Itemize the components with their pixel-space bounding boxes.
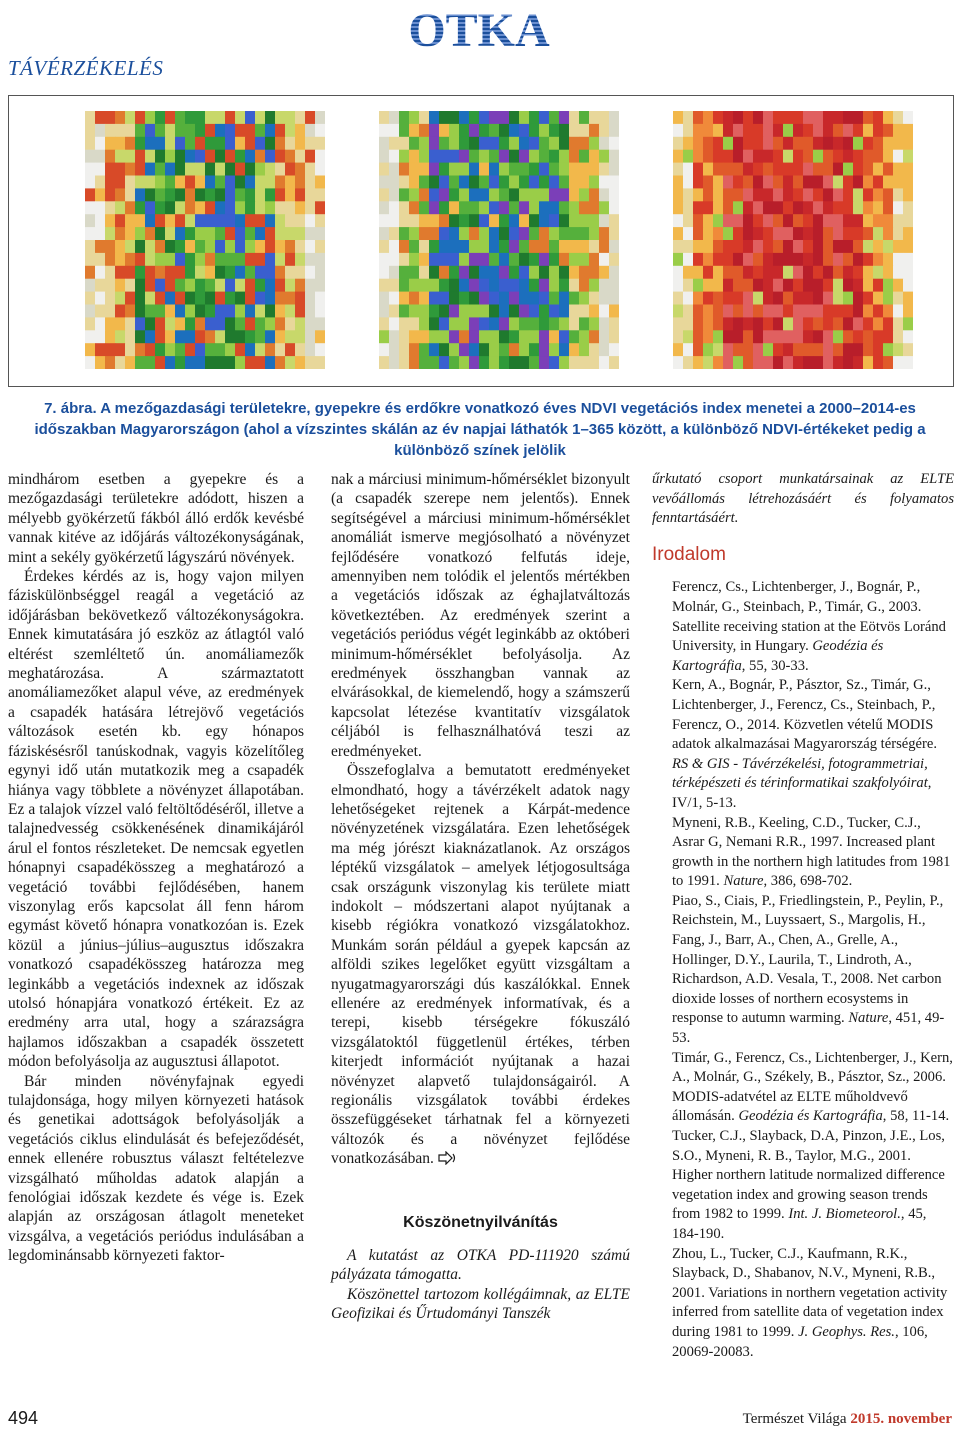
- reference-text: Myneni, R.B., Keeling, C.D., Tucker, C.J., Asrar G, Nemani R.R., 1997. Increased plant growth in the northern high latitudes from 1981 to 1991.: [672, 814, 951, 890]
- text-column-1: [8, 470, 304, 1266]
- reference-source: Nature: [723, 873, 764, 890]
- thanks-text: Köszönettel tartozom kollégáimnak, az ELTE Geofizikai és Űrtudományi Tanszék: [331, 1285, 630, 1323]
- reference-item: [652, 814, 954, 892]
- paragraph-text: Összefoglalva a bemutatott eredményeket elmondható, hogy a távérzékelt adatok nagy lehetőségeket rejtenek a Kárpát-medence növényzetének vizsgálatára. Ezen lehetőségek ma még jórészt kiaknázatlanok. Az országos léptékű vizsgálatok – amelyek létjogosultsága csak országunk viszonylag kis területe miatt indokolt – módszertani alapot nyújtanak a kisebb régiókra vonatkozó vizsgálatokhoz. Munkám során például a gyepek kapcsán az alföldi szikes legelőket együtt vizsgáltam a nyugatmagyarországi dús kaszálókkal. Ennek ellenére az eredmények informatívak, és a terepi, kisebb térségekre fókuszáló vizsgálatoktól függetlenül értékes, térben kiterjedt információt nyújtanak a hazai növényzet alapvető tulajdonságairól. A regionális vizsgálatok további érdekes összefüggéseket tárhatnak fel a környezeti változók és a növényzet fejlődése vonatkozásában.: [331, 762, 630, 1168]
- journal-name: Természet Világa: [742, 1411, 847, 1427]
- reference-volume: , IV/1, 5-13.: [672, 775, 932, 811]
- journal-footer: [743, 1411, 952, 1428]
- paragraph: nak a márciusi minimum-hőmérséklet bizonyult (a csapadék szerepe nem jelentős). Ennek segítségével a márciusi minimum-hőmérséklet anomáliát ismerve megjósolható a növényzet fejlődésére vonatkozó felfutás ideje, amennyiben nem tolódik el jelentős mértékben a vegetációs időszak az éghajlatváltozás következtében. Az eredmények szerint a vegetációs periódus végét leginkább az októberi minimum-hőmérséklet befolyásolja. Az eredmények összhangban vannak az elvárásokkal, de kiemelendő, hogy a számszerű kapcsolat létezése kvantitatív vizsgálatok céljából is felhasználhatóvá teszi az eredményeket.: [331, 471, 630, 760]
- figure-frame: [8, 95, 954, 387]
- paragraph: Bár minden növényfajnak egyedi tulajdonsága, hogy milyen környezeti hatások és genetikai adottságok befolyásolják a vegetációs ciklus elindulását és befejeződését, ennek ellenére robusztus választ feltételezve vizsgálható műholdas adatok alapján a fenológiai időszak kezdete és vége is. Ezek alapján az országosan átlagolt meneteket vizsgálva, a vegetációs periódus indulásában a legdominánsabb környezeti faktor-: [8, 1072, 304, 1265]
- text-column-2: [331, 470, 630, 1324]
- acknowledgements-text: A kutatást az OTKA PD-111920 számú pályázata támogatta.: [331, 1247, 630, 1284]
- reference-source: Nature: [848, 1010, 889, 1027]
- ndvi-panel-grassland: [379, 111, 619, 369]
- reference-text: Kern, A., Bognár, P., Pásztor, Sz., Timár, G., Lichtenberger, J., Ferencz, Cs., Steinbach, P., Ferencz, O., 2014. Közvetlen vételű MODIS adatok alkalmazásai Magyarország térségére.: [672, 677, 937, 753]
- reference-volume: , 55, 30-33.: [741, 657, 809, 674]
- reference-text: Tucker, C.J., Slayback, D.A, Pinzon, J.E., Los, S.O., Myneni, R. B., Taylor, M.G., 2001. Higher northern latitude normalized difference vegetation index and growing season trends from 1982 to 1999.: [672, 1128, 945, 1223]
- reference-text: Zhou, L., Tucker, C.J., Kaufmann, R.K., Slayback, D., Shabanov, N.V., Myneni, R.B., 2001. Variations in northern vegetation activity inferred from satellite data of vegetation index during 1981 to 1999.: [672, 1245, 948, 1340]
- ndvi-heatmap-agricultural: [85, 111, 325, 369]
- reference-item: [652, 1127, 954, 1245]
- reference-item: [652, 1049, 954, 1127]
- acknowledgements-title: Köszönetnyilvánítás: [403, 1213, 558, 1231]
- reference-item: [652, 1245, 954, 1363]
- otka-logo: [398, 4, 560, 52]
- paragraph: [331, 761, 630, 1169]
- thanks-text-continued: űrkutató csoport munkatársainak az ELTE vevőállomás létrehozásáért és folyamatos fenntartásáért.: [652, 471, 954, 527]
- article-end-icon: [438, 1151, 456, 1165]
- ndvi-heatmap-grassland: [379, 111, 619, 369]
- paragraph: mindhárom esetben a gyepekre és a mezőgazdasági területekre adódott, hiszen a mélyebb gyökérzetű fákból álló erdők kevésbé vannak kitéve az időjárás változékonyságának, mint a sekély gyökérzetű lágyszárú növények.: [8, 471, 304, 566]
- reference-volume: , 451, 49-53.: [672, 1010, 945, 1047]
- figure-caption-label: 7. ábra.: [44, 400, 97, 417]
- ndvi-heatmap-forest: [673, 111, 913, 369]
- reference-volume: , 106, 20069-20083.: [672, 1323, 928, 1360]
- reference-volume: , 45, 184-190.: [672, 1206, 927, 1242]
- section-title: TÁVÉRZÉKELÉS: [8, 56, 164, 80]
- reference-volume: , 386, 698-702.: [763, 873, 853, 890]
- reference-source: Geodézia és Kartográfia: [738, 1108, 883, 1125]
- reference-text: Timár, G., Ferencz, Cs., Lichtenberger, J., Kern, A., Molnár, G., Székely, B., Pásztor, Sz., 2006. MODIS-adatvétel az ELTE műholdvevő állomásán.: [672, 1049, 953, 1125]
- reference-item: [652, 892, 954, 1049]
- ndvi-panel-forest: [673, 111, 913, 369]
- reference-text: Piao, S., Ciais, P., Friedlingstein, P., Peylin, P., Reichstein, M., Luyssaert, S., Margolis, H., Fang, J., Barr, A., Chen, A., Grelle, A., Hollinger, D.Y., Laurila, T., Lindroth, A., Richardson, A.D. Vesala, T., 2008. Net carbon dioxide losses of northern ecosystems in response to autumn warming.: [672, 892, 944, 1027]
- references-list: [652, 578, 954, 1362]
- reference-volume: , 58, 11-14.: [882, 1108, 950, 1125]
- ndvi-panel-agricultural: [85, 111, 325, 369]
- reference-text: Ferencz, Cs., Lichtenberger, J., Bognár, P., Molnár, G., Steinbach, P., Timár, G., 2003. Satellite receiving station at the Eötvös Loránd University, in Hungary.: [672, 579, 946, 655]
- page-number: 494: [8, 1408, 39, 1428]
- reference-source: Geodézia és Kartográfia: [672, 638, 884, 674]
- figure-caption: [24, 398, 936, 461]
- reference-source: J. Geophys. Res.: [798, 1323, 895, 1340]
- otka-logo-graphic: [398, 4, 560, 52]
- reference-source: RS & GIS - Távérzékelési, fotogrammetriai, térképészeti és térinformatikai szakfolyóirat: [672, 755, 928, 792]
- text-column-3: [652, 470, 954, 1362]
- journal-issue: 2015. november: [850, 1411, 952, 1427]
- svg-text:OTKA: OTKA: [408, 4, 550, 52]
- references-title: Irodalom: [652, 543, 726, 565]
- reference-item: [652, 578, 954, 676]
- reference-source: Int. J. Biometeorol.: [788, 1206, 901, 1223]
- figure-caption-text: A mezőgazdasági területekre, gyepekre és erdőkre vonatkozó éves NDVI vegetációs index menetei a 2000–2014-es időszakban Magyarországon (ahol a vízszintes skálán az év napjai láthatók 1–365 között, a különböző NDVI-értékeket pedig a különböző színek jelölik: [34, 400, 926, 459]
- reference-item: [652, 676, 954, 813]
- paragraph: Érdekes kérdés az is, hogy vajon milyen fáziskülönbséggel reagál a vegetáció az időjárásban bekövetkező változékonyságokra. Ennek kimutatására jó eszköz az átlagtól való eltérést szemléltető ún. anomáliamezők meghatározása. A származtatott anomáliamezőket alapul véve, az eredmények a csapadék hatására létrejövő vegetációs változások esetén kb. egy hónapos fáziskésésről tanúskodnak, vagyis közelítőleg egynyi idő után mutatkozik meg a csapadék hiánya vagy többlete a növényzet állapotában. Ez a talajok vízzel való feltöltődéséről, illetve a talajnedvesség csökkenésének dinamikájáról árul el fontos részleteket. De nemcsak egyetlen hónapnyi csapadékösszeg a meghatározó a vegetáció további fejlődésében, hanem viszonylag erős kapcsolat áll fenn három egymást követő hónapra vonatkozóan is. Ezek közül a június–július–augusztus időszakra vonatkozó csapadékösszeg határozza meg leginkább a vegetációs indexnek az időszak utolsó hónapjára vonatkozó értékeit. Ez az eredmény arra utal, hogy a szárazságra hajlamos időszakban a csapadék összetett módon befolyásolja az augusztusi állapotot.: [8, 568, 304, 1071]
